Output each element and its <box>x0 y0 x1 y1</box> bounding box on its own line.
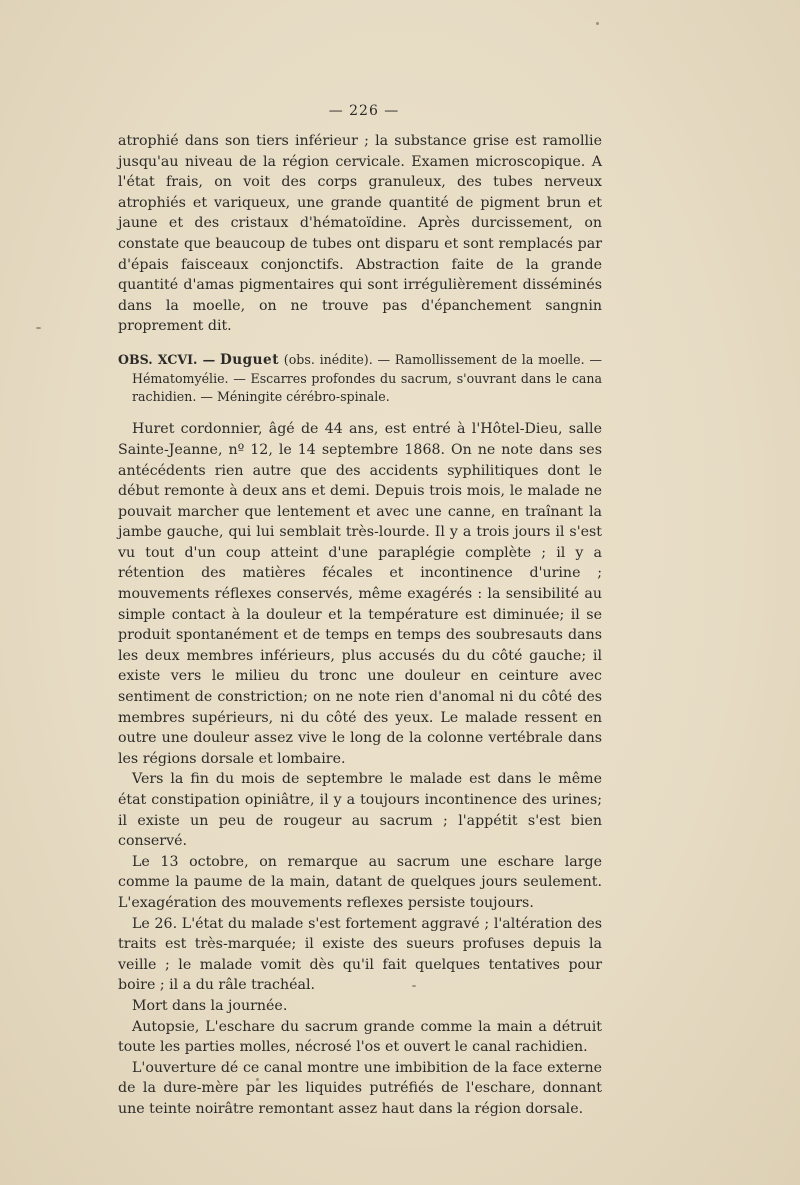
intro-paragraph: atrophié dans son tiers inférieur ; la substance grise est ramollie jusqu'au niveau de la région cervicale. Examen microscopique. A l'état frais, on voit des corps granuleux, des tubes nerveux atrophiés et variqueux, une grande quantité de pigment brun et jaune et des cristaux d'hématoïdine. Après durcissement, on constate que beaucoup de tubes ont disparu et sont remplacés par d'épais faisceaux conjonctifs. Abstraction faite de la grande quantité d'amas pigmentaires qui sont irrégulièrement disséminés dans la moelle, on ne trouve pas d'épanchement sangnin proprement dit. <box>118 133 602 335</box>
paper-speck <box>36 327 41 329</box>
paper-speck <box>596 22 599 25</box>
observation-heading <box>118 351 602 405</box>
observation-author: Duguet <box>220 351 279 368</box>
observation-summary: — Ramollissement de la moelle. — Hématomyélie. — Escarres profondes du sacrum, s'ouvrant dans le cana rachidien. — Méningite cérébro-spinale. <box>132 351 602 404</box>
case-paragraph: Le 13 octobre, on remarque au sacrum une eschare large comme la paume de la main, datant de quelques jours seulement. L'exagération des mouvements reflexes persiste toujours. <box>118 853 602 911</box>
observation-source: (obs. inédite). <box>283 351 373 367</box>
autopsy-paragraph: Autopsie, L'eschare du sacrum grande comme la main a détruit toute les parties molles, nécrosé l'os et ouvert le canal rachidien. <box>118 1018 602 1056</box>
page-number: — 226 — <box>328 103 400 119</box>
case-paragraph: Huret cordonnier, âgé de 44 ans, est entré à l'Hôtel-Dieu, salle Sainte-Jeanne, nº 12, le 14 septembre 1868. On ne note dans ses antécédents rien autre que des accidents syphilitiques dont le début remonte à deux ans et demi. Depuis trois mois, le malade ne pouvait marcher que lentement et avec une canne, en traînant la jambe gauche, qui lui semblait très-lourde. Il y a trois jours il s'est vu tout d'un coup atteint d'une paraplégie complète ; il y a rétention des matières fécales et incontinence d'urine ; mouvements réflexes conservés, même exagérés : la sensibilité au simple contact à la douleur et la température est diminuée; il se produit spontanément et de temps en temps des soubresauts dans les deux membres inférieurs, plus accusés du du côté gauche; il existe vers le milieu du tronc une douleur en ceinture avec sentiment de constriction; on ne note rien d'anomal ni du côté des membres supérieurs, ni du côté des yeux. Le malade ressent en outre une douleur assez vive le long de la colonne vertébrale dans les régions dorsale et lombaire. <box>118 421 602 767</box>
observation-number: OBS. XCVI. — <box>118 351 216 367</box>
case-paragraph: Le 26. L'état du malade s'est fortement aggravé ; l'altération des traits est très-marquée; il existe des sueurs profuses depuis la veille ; le malade vomit dès qu'il fait quelques tentatives pour boire ; il a du râle trachéal. <box>118 915 602 994</box>
page-text <box>118 103 602 1120</box>
case-paragraph: Vers la fin du mois de septembre le malade est dans le même état constipation opiniâtre, il y a toujours incontinence des urines; il existe un peu de rougeur au sacrum ; l'appétit s'est bien conservé. <box>118 771 602 850</box>
case-paragraph: Mort dans la journée. <box>132 997 288 1014</box>
autopsy-paragraph: L'ouverture dé ce canal montre une imbibition de la face externe de la dure-mère par les liquides putréfiés de l'eschare, donnant une teinte noirâtre remontant assez haut dans la région dorsale. <box>118 1059 602 1117</box>
